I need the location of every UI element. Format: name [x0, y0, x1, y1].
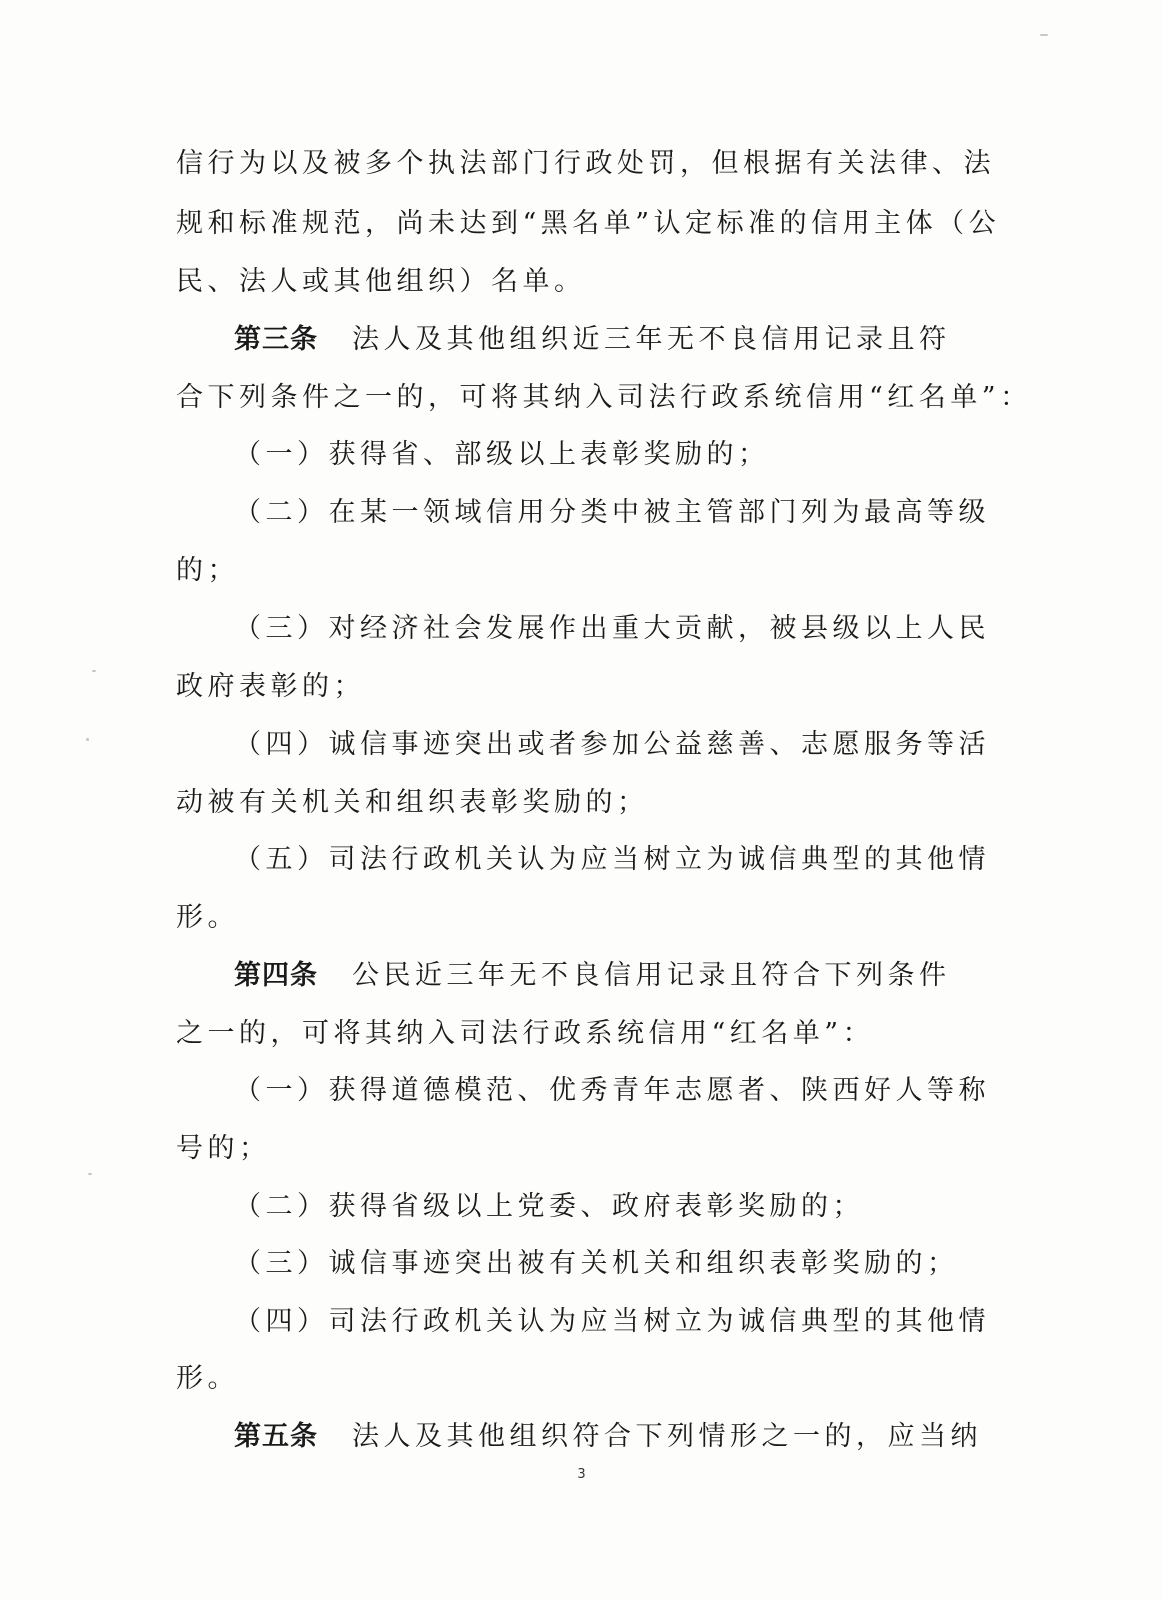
text-line-20: （三）诚信事迹突出被有关机关和组织表彰奖励的；	[234, 1248, 959, 1279]
text-line-19: （二）获得省级以上党委、政府表彰奖励的；	[234, 1191, 864, 1222]
text-line-2: 规和标准规范，尚未达到“黑名单”认定标准的信用主体（公	[176, 208, 1001, 239]
text-line-10: 政府表彰的；	[176, 671, 365, 702]
page-number: 3	[577, 1467, 586, 1482]
text-line-5: 合下列条件之一的，可将其纳入司法行政系统信用“红名单”：	[176, 382, 1032, 413]
scan-speck	[92, 670, 96, 672]
text-line-18: 号的；	[176, 1133, 271, 1164]
text-line-3: 民、法人或其他组织）名单。	[176, 266, 586, 297]
text-line-13: （五）司法行政机关认为应当树立为诚信典型的其他情	[234, 844, 990, 875]
article-3-heading: 第三条	[234, 324, 318, 355]
text-line-1: 信行为以及被多个执法部门行政处罚，但根据有关法律、法	[176, 148, 995, 179]
text-line-17: （一）获得道德模范、优秀青年志愿者、陕西好人等称	[234, 1075, 990, 1106]
text-line-7: （二）在某一领域信用分类中被主管部门列为最高等级	[234, 497, 990, 528]
article-3-line: 第三条 法人及其他组织近三年无不良信用记录且符	[234, 324, 951, 355]
scan-speck	[88, 1173, 92, 1175]
scan-speck	[86, 738, 89, 741]
article-5-heading: 第五条	[234, 1421, 318, 1452]
article-4-line: 第四条 公民近三年无不良信用记录且符合下列条件	[234, 960, 951, 991]
text-line-9: （三）对经济社会发展作出重大贡献，被县级以上人民	[234, 613, 990, 644]
text-line-22: 形。	[176, 1363, 239, 1394]
text-line-8: 的；	[176, 555, 239, 586]
scan-speck	[1040, 34, 1048, 36]
text-line-21: （四）司法行政机关认为应当树立为诚信典型的其他情	[234, 1306, 990, 1337]
article-5-line: 第五条 法人及其他组织符合下列情形之一的，应当纳	[234, 1421, 982, 1452]
article-4-heading: 第四条	[234, 960, 318, 991]
text-line-11: （四）诚信事迹突出或者参加公益慈善、志愿服务等活	[234, 729, 990, 760]
text-line-6: （一）获得省、部级以上表彰奖励的；	[234, 439, 770, 470]
text-line-12: 动被有关机关和组织表彰奖励的；	[176, 787, 649, 818]
text-line-16: 之一的，可将其纳入司法行政系统信用“红名单”：	[176, 1018, 875, 1049]
text-line-14: 形。	[176, 902, 239, 933]
